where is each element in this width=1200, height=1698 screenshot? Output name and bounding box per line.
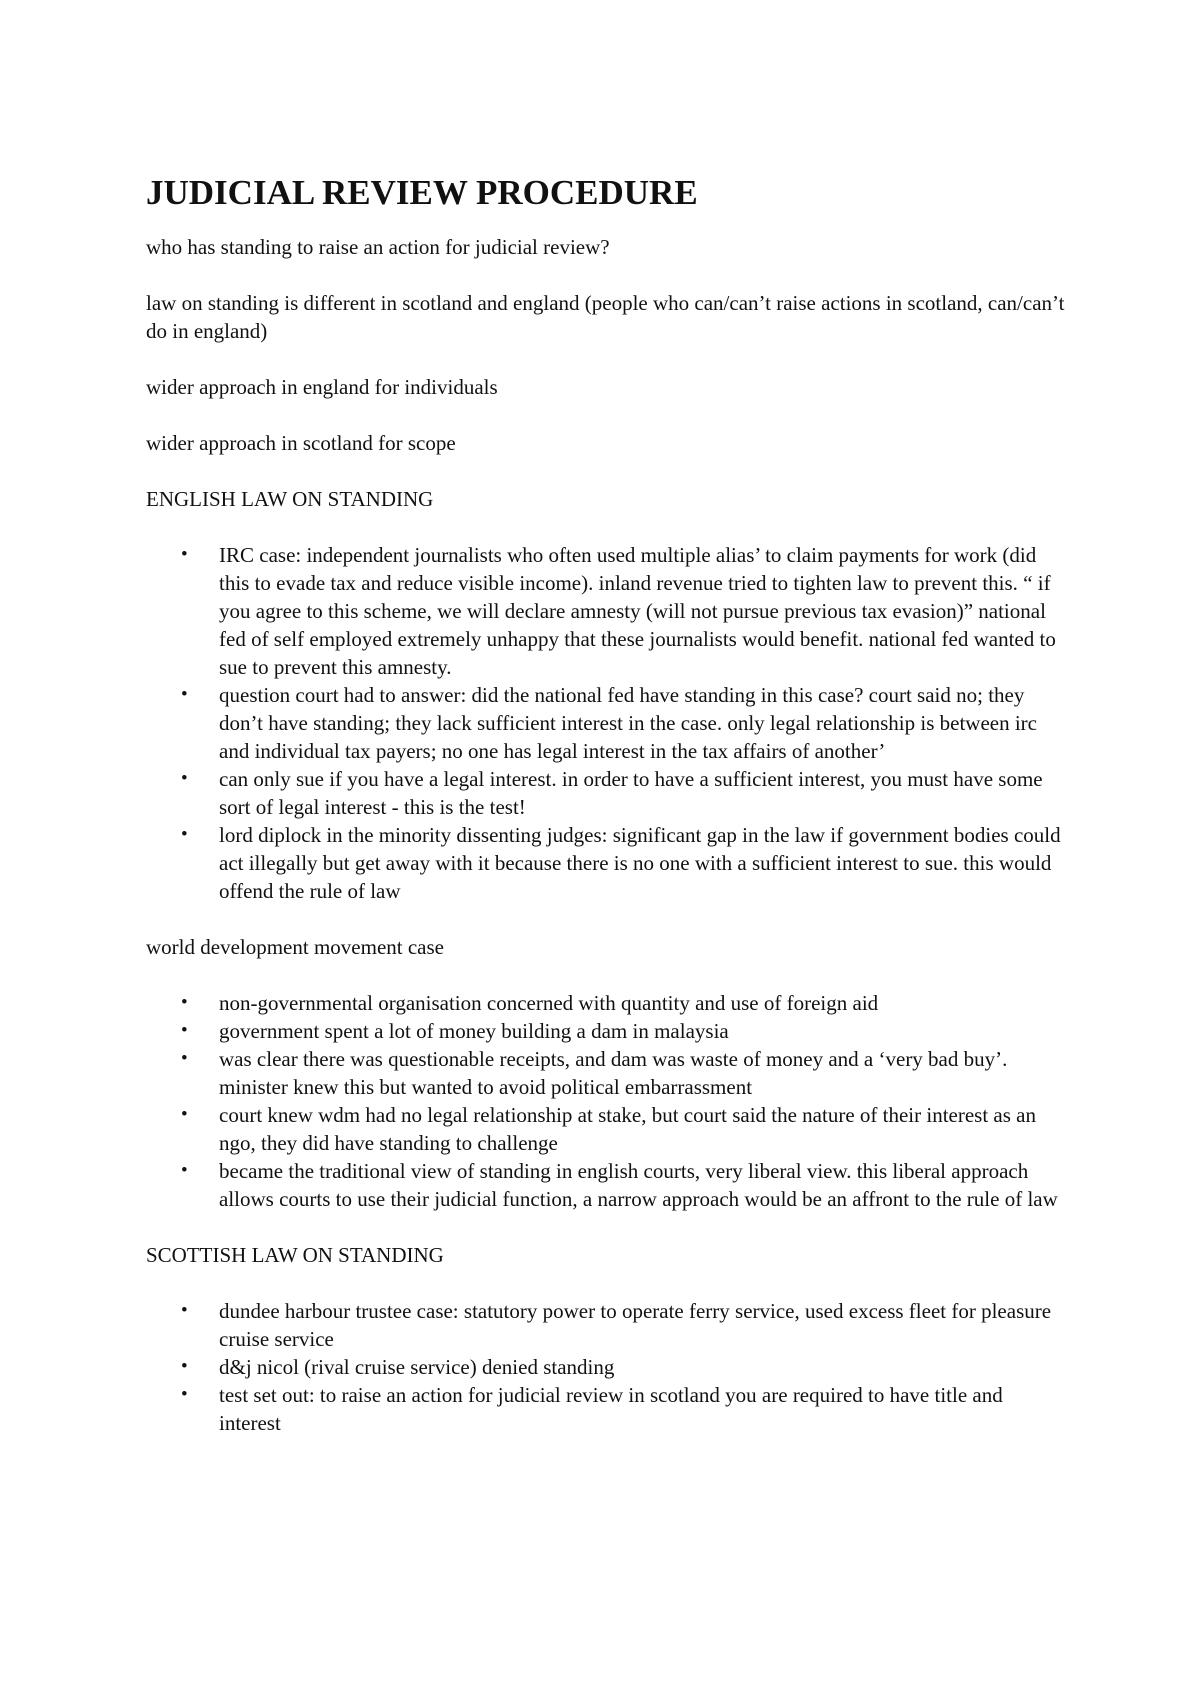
paragraph: wider approach in scotland for scope	[146, 431, 456, 455]
bullet-icon: •	[181, 1160, 188, 1181]
list-item-text: was clear there was questionable receipts, and dam was waste of money and a ‘very bad buy’. minister knew this but wanted to avoid political embarrassment	[219, 1047, 1008, 1099]
document-blocks	[146, 233, 1070, 1437]
paragraph: law on standing is different in scotland and england (people who can/can’t raise actions in scotland, can/can’t do in england)	[146, 291, 1070, 343]
page-title: JUDICIAL REVIEW PROCEDURE	[146, 173, 698, 212]
bullet-icon: •	[181, 1356, 188, 1377]
list-item-text: IRC case: independent journalists who often used multiple alias’ to claim payments for work (did this to evade tax and reduce visible income). inland revenue tried to tighten law to prevent this. “ if you agree to this scheme, we will declare amnesty (will not pursue previous tax evasion)” national fed of self employed extremely unhappy that these journalists would benefit. national fed wanted to sue to prevent this amnesty.	[219, 543, 1056, 679]
paragraph: world development movement case	[146, 935, 444, 959]
section-heading: ENGLISH LAW ON STANDING	[146, 487, 434, 511]
list-item-text: can only sue if you have a legal interest. in order to have a sufficient interest, you must have some sort of legal interest - this is the test!	[219, 767, 1043, 819]
list-item	[181, 821, 1066, 905]
list-item-text: lord diplock in the minority dissenting judges: significant gap in the law if government bodies could act illegally but get away with it because there is no one with a sufficient interest to sue. this would offend the rule of law	[219, 823, 1061, 903]
bullet-icon: •	[181, 1020, 188, 1041]
bullet-list	[146, 1297, 1066, 1437]
list-item-text: dundee harbour trustee case: statutory power to operate ferry service, used excess fleet for pleasure cruise service	[219, 1299, 1052, 1351]
list-item-text: question court had to answer: did the national fed have standing in this case? court said no; they don’t have standing; they lack sufficient interest in the case. only legal relationship is between irc and individual tax payers; no one has legal interest in the tax affairs of another’	[219, 683, 1037, 763]
list-item	[181, 1381, 1066, 1437]
bullet-icon: •	[181, 684, 188, 705]
bullet-list	[146, 541, 1066, 905]
list-item	[181, 989, 1066, 1017]
document-body	[146, 172, 1070, 1465]
list-item	[181, 1297, 1066, 1353]
bullet-icon: •	[181, 544, 188, 565]
list-item	[181, 1017, 1066, 1045]
section-heading: SCOTTISH LAW ON STANDING	[146, 1243, 444, 1267]
list-item-text: test set out: to raise an action for judicial review in scotland you are required to have title and interest	[219, 1383, 1003, 1435]
bullet-icon: •	[181, 1384, 188, 1405]
list-item	[181, 1101, 1066, 1157]
list-item-text: non-governmental organisation concerned with quantity and use of foreign aid	[219, 991, 879, 1015]
bullet-list	[146, 989, 1066, 1213]
list-item-text: d&j nicol (rival cruise service) denied standing	[219, 1355, 615, 1379]
bullet-icon: •	[181, 768, 188, 789]
bullet-icon: •	[181, 1104, 188, 1125]
bullet-icon: •	[181, 992, 188, 1013]
list-item	[181, 681, 1066, 765]
list-item-text: court knew wdm had no legal relationship at stake, but court said the nature of their interest as an ngo, they did have standing to challenge	[219, 1103, 1037, 1155]
list-item	[181, 1157, 1066, 1213]
bullet-icon: •	[181, 1300, 188, 1321]
list-item-text: government spent a lot of money building a dam in malaysia	[219, 1019, 729, 1043]
list-item	[181, 541, 1066, 681]
paragraph: wider approach in england for individuals	[146, 375, 498, 399]
list-item	[181, 1353, 1066, 1381]
list-item	[181, 1045, 1066, 1101]
bullet-icon: •	[181, 1048, 188, 1069]
list-item	[181, 765, 1066, 821]
list-item-text: became the traditional view of standing in english courts, very liberal view. this liberal approach allows courts to use their judicial function, a narrow approach would be an affront to the rule of law	[219, 1159, 1058, 1211]
paragraph: who has standing to raise an action for judicial review?	[146, 235, 610, 259]
bullet-icon: •	[181, 824, 188, 845]
